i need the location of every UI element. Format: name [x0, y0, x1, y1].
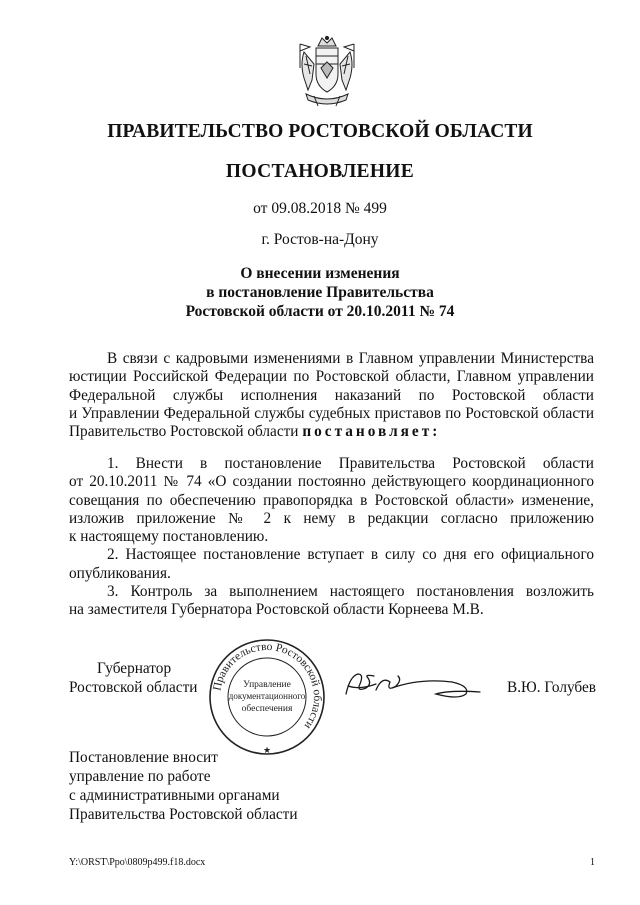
decree-date-number: от 09.08.2018 № 499: [253, 200, 387, 217]
position-line: Губернатор: [97, 660, 172, 677]
item-2-line: 2. Настоящее постановление вступает в силу со дня его официального: [107, 546, 594, 564]
decree-subject: [0, 264, 640, 321]
file-path: Y:\ORST\Ppo\0809p499.f18.docx: [69, 857, 206, 868]
rostov-oblast-coat-of-arms-icon: [296, 34, 358, 112]
svg-text:★: ★: [262, 745, 272, 755]
item-1-line: от 20.10.2011 № 74 «О создании постоянно действующего координационного: [69, 473, 594, 491]
item-3-line: на заместителя Губернатора Ростовской области Корнеева М.В.: [69, 601, 484, 619]
subject-line: Ростовской области от 20.10.2011 № 74: [185, 303, 455, 320]
submission-note: [69, 748, 298, 824]
subject-line: в постановление Правительства: [206, 284, 434, 301]
item-1-line: изложив приложение № 2 к нему в редакции согласно приложению: [69, 509, 594, 527]
decree-items: [69, 455, 594, 620]
note-line: управление по работе: [69, 768, 211, 785]
decree-word: постановляет:: [302, 423, 441, 441]
stamp-inner-line: обеспечения: [241, 704, 293, 714]
document-type-title: ПОСТАНОВЛЕНИЕ: [225, 161, 415, 182]
item-1-line: к настоящему постановлению.: [69, 528, 269, 546]
page-number: 1: [590, 857, 595, 868]
note-line: Правительства Ростовской области: [69, 806, 298, 823]
paragraph-line: Федеральной службы исполнения наказаний по Ростовской области: [69, 386, 594, 404]
position-line: Ростовской области: [69, 679, 198, 696]
paragraph-line: юстиции Российской Федерации по Ростовской области, Главном управлении: [69, 368, 594, 386]
item-3-line: 3. Контроль за выполнением настоящего постановления возложить: [107, 583, 594, 601]
item-1-line: 1. Внести в постановление Правительства Ростовской области: [107, 455, 594, 472]
signatory-name: В.Ю. Голубев: [507, 679, 597, 696]
handwritten-signature: [340, 664, 490, 706]
signatory-position: [69, 659, 209, 697]
item-1-line: совещания по обеспечению правопорядка в Ростовской области» изменение,: [69, 491, 594, 509]
note-line: Постановление вносит: [69, 749, 218, 766]
note-line: с административными органами: [69, 787, 280, 804]
city-line: г. Ростов-на-Дону: [261, 231, 379, 248]
paragraph-line: [69, 423, 594, 441]
government-title: ПРАВИТЕЛЬСТВО РОСТОВСКОЙ ОБЛАСТИ: [107, 121, 533, 142]
stamp-outer-text: Правительство Ростовской области: [211, 640, 324, 732]
paragraph-line: и Управлении Федеральной службы судебных приставов по Ростовской области: [69, 404, 594, 422]
official-stamp: [207, 637, 327, 757]
stamp-inner-line: Управление: [243, 680, 291, 690]
paragraph-line: В связи с кадровыми изменениями в Главном управлении Министерства: [107, 350, 594, 367]
preamble-last-text: Правительство Ростовской области: [69, 423, 303, 441]
stamp-inner-line: документационного: [228, 691, 306, 701]
subject-line: О внесении изменения: [240, 265, 400, 282]
item-2-line: опубликования.: [69, 564, 171, 582]
preamble-paragraph: [69, 350, 594, 441]
